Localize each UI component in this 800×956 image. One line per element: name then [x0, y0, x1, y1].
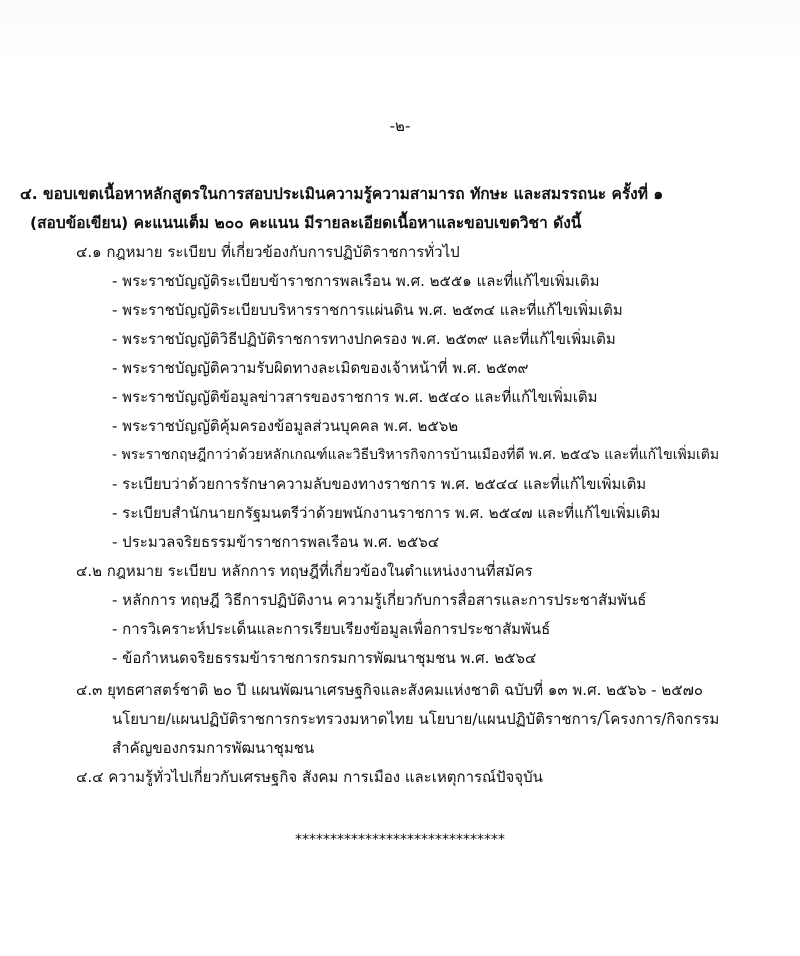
section-title-4-4: ๔.๔ ความรู้ทั่วไปเกี่ยวกับเศรษฐกิจ สังคม การเมือง และเหตุการณ์ปัจจุบัน [76, 768, 543, 786]
list-item: - พระราชบัญญัติคุ้มครองข้อมูลส่วนบุคคล พ.ศ. ๒๕๖๒ [112, 417, 459, 435]
list-item: - ระเบียบสำนักนายกรัฐมนตรีว่าด้วยพนักงานราชการ พ.ศ. ๒๕๔๗ และที่แก้ไขเพิ่มเติม [112, 504, 661, 522]
list-item: - พระราชกฤษฎีกาว่าด้วยหลักเกณฑ์และวิธีบริหารกิจการบ้านเมืองที่ดี พ.ศ. ๒๕๔๖ และที่แก้ไขเพิ่มเติม [112, 447, 720, 463]
heading-line-1: ๔. ขอบเขตเนื้อหาหลักสูตรในการสอบประเมินความรู้ความสามารถ ทักษะ และสมรรถนะ ครั้งที่ ๑ [20, 185, 664, 203]
section-title-4-3: ๔.๓ ยุทธศาสตร์ชาติ ๒๐ ปี แผนพัฒนาเศรษฐกิจและสังคมแห่งชาติ ฉบับที่ ๑๓ พ.ศ. ๒๕๖๖ - ๒๕๗๐ [76, 681, 704, 699]
footer-divider: ****************************** [295, 832, 505, 848]
section-4-3-continuation-1: นโยบาย/แผนปฏิบัติราชการกระทรวงมหาดไทย นโยบาย/แผนปฏิบัติราชการ/โครงการ/กิจกรรม [112, 710, 720, 728]
list-item: - พระราชบัญญัติวิธีปฏิบัติราชการทางปกครอง พ.ศ. ๒๕๓๙ และที่แก้ไขเพิ่มเติม [112, 330, 616, 348]
list-item: - ข้อกำหนดจริยธรรมข้าราชการกรมการพัฒนาชุมชน พ.ศ. ๒๕๖๔ [112, 649, 537, 667]
list-item: - ระเบียบว่าด้วยการรักษาความลับของทางราชการ พ.ศ. ๒๕๔๔ และที่แก้ไขเพิ่มเติม [112, 475, 647, 493]
list-item: - ประมวลจริยธรรมข้าราชการพลเรือน พ.ศ. ๒๕๖๔ [112, 533, 440, 551]
list-item: - พระราชบัญญัติระเบียบข้าราชการพลเรือน พ.ศ. ๒๕๕๑ และที่แก้ไขเพิ่มเติม [112, 272, 600, 290]
show-through-area [0, 0, 800, 60]
list-item: - พระราชบัญญัติข้อมูลข่าวสารของราชการ พ.ศ. ๒๕๔๐ และที่แก้ไขเพิ่มเติม [112, 388, 598, 406]
page-number: -๒- [389, 117, 411, 135]
list-item: - พระราชบัญญัติระเบียบบริหารราชการแผ่นดิน พ.ศ. ๒๕๓๔ และที่แก้ไขเพิ่มเติม [112, 301, 623, 319]
list-item: - หลักการ ทฤษฎี วิธีการปฏิบัติงาน ความรู้เกี่ยวกับการสื่อสารและการประชาสัมพันธ์ [112, 591, 647, 609]
heading-line-2: (สอบข้อเขียน) คะแนนเต็ม ๒๐๐ คะแนน มีรายละเอียดเนื้อหาและขอบเขตวิชา ดังนี้ [30, 214, 582, 232]
section-title-4-1: ๔.๑ กฎหมาย ระเบียบ ที่เกี่ยวข้องกับการปฏิบัติราชการทั่วไป [76, 243, 460, 261]
list-item: - การวิเคราะห์ประเด็นและการเรียบเรียงข้อมูลเพื่อการประชาสัมพันธ์ [112, 620, 551, 638]
section-title-4-2: ๔.๒ กฎหมาย ระเบียบ หลักการ ทฤษฎีที่เกี่ยวข้องในตำแหน่งงานที่สมัคร [76, 562, 533, 580]
section-4-3-continuation-2: สำคัญของกรมการพัฒนาชุมชน [112, 739, 315, 757]
list-item: - พระราชบัญญัติความรับผิดทางละเมิดของเจ้าหน้าที่ พ.ศ. ๒๕๓๙ [112, 359, 529, 377]
